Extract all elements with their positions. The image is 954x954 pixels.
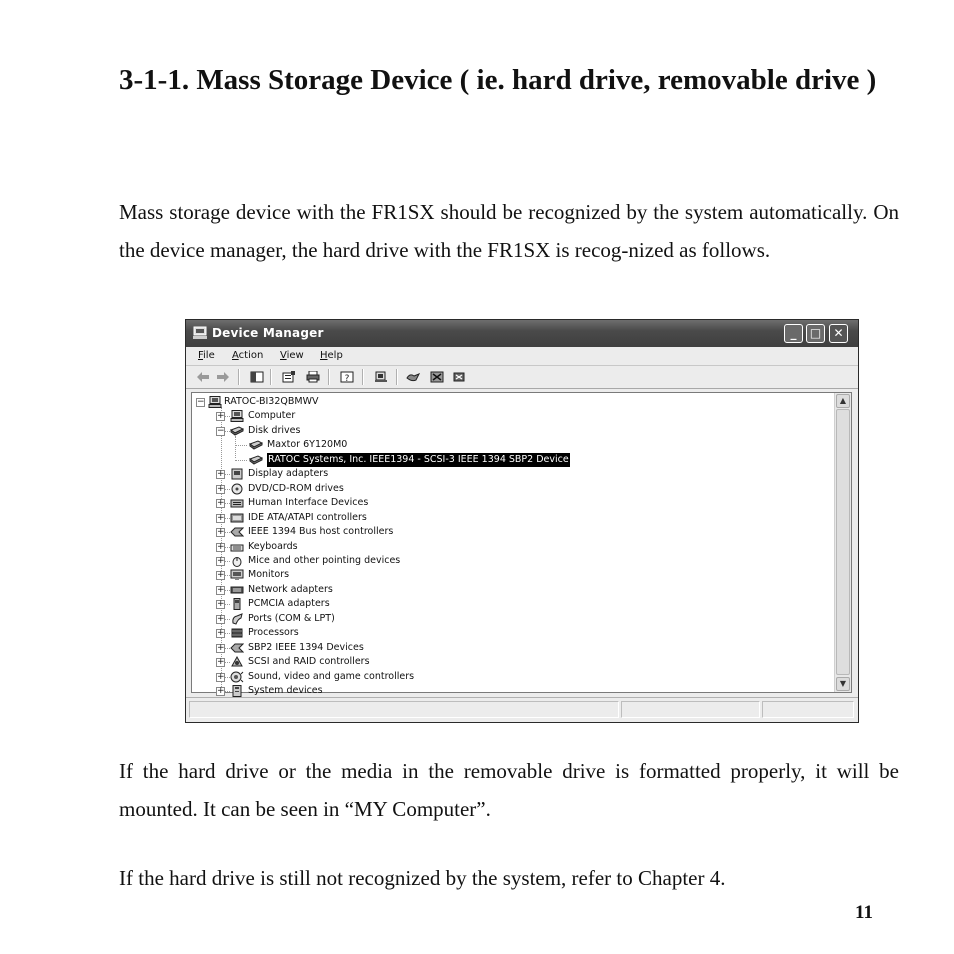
mouse-icon xyxy=(230,555,244,567)
tree-node-label: DVD/CD-ROM drives xyxy=(248,482,344,494)
expand-toggle[interactable]: + xyxy=(217,628,225,639)
status-bar xyxy=(186,697,858,723)
tree-node-label: PCMCIA adapters xyxy=(248,598,330,610)
section-heading: 3-1-1. Mass Storage Device ( ie. hard drive, removable drive ) xyxy=(119,64,877,96)
scroll-down-button[interactable]: ▼ xyxy=(836,677,850,691)
properties-icon[interactable] xyxy=(282,371,296,383)
disk-drive-icon xyxy=(230,425,244,437)
tree-node-ports[interactable] xyxy=(192,612,832,626)
uninstall-device-icon[interactable] xyxy=(452,371,466,383)
toolbar-separator xyxy=(270,369,272,385)
tree-node-label: SBP2 IEEE 1394 Devices xyxy=(248,641,364,653)
expand-toggle[interactable]: + xyxy=(217,498,225,509)
menu-help-label: elp xyxy=(327,350,343,361)
status-cell xyxy=(762,701,854,718)
mount-paragraph: If the hard drive or the media in the removable drive is formatted properly, it will be mounted. It can be seen in “MY Computer”. xyxy=(119,759,899,821)
collapse-toggle[interactable]: − xyxy=(217,425,225,436)
expand-toggle[interactable]: + xyxy=(217,642,225,653)
monitor-icon xyxy=(230,569,244,581)
scsi-icon xyxy=(230,656,244,668)
intro-paragraph: Mass storage device with the FR1SX should be recognized by the system automatically. On the device manager, the hard drive with the FR1SX is recog-nized as follows. xyxy=(119,200,899,262)
expand-toggle[interactable]: + xyxy=(217,613,225,624)
forward-arrow-icon[interactable] xyxy=(216,371,230,383)
ide-controller-icon xyxy=(230,512,244,524)
svg-text:?: ? xyxy=(344,374,350,383)
tree-node-label: SCSI and RAID controllers xyxy=(248,656,370,668)
menu-file-accel: F xyxy=(198,350,204,361)
expand-toggle[interactable]: + xyxy=(217,469,225,480)
tree-node-label: Network adapters xyxy=(248,583,333,595)
close-button[interactable]: ✕ xyxy=(829,324,848,343)
tree-connector xyxy=(235,445,247,446)
maximize-button[interactable]: □ xyxy=(806,324,825,343)
menu-file[interactable] xyxy=(198,350,215,361)
help-icon[interactable] xyxy=(340,371,354,383)
tree-node-processors[interactable] xyxy=(192,626,832,640)
menu-bar xyxy=(186,347,858,365)
page-number: 11 xyxy=(855,902,873,923)
system-devices-icon xyxy=(230,685,244,697)
toolbar-separator xyxy=(328,369,330,385)
menu-action-label: ction xyxy=(238,350,264,361)
expand-toggle[interactable]: + xyxy=(217,570,225,581)
update-driver-icon[interactable] xyxy=(406,371,420,383)
troubleshoot-paragraph: If the hard drive is still not recognized by the system, refer to Chapter 4. xyxy=(119,866,726,890)
tree-node-label: Monitors xyxy=(248,569,290,581)
show-hide-tree-icon[interactable] xyxy=(250,371,264,383)
expand-toggle[interactable]: + xyxy=(217,541,225,552)
keyboard-icon xyxy=(230,541,244,553)
tree-node-system[interactable] xyxy=(192,684,832,698)
tree-node-mice[interactable] xyxy=(192,554,832,568)
bus-controller-icon xyxy=(230,526,244,538)
minimize-button[interactable]: _ xyxy=(784,324,803,343)
expand-toggle[interactable]: + xyxy=(217,411,225,422)
tree-node-ratoc-device[interactable] xyxy=(192,453,832,467)
title-bar[interactable] xyxy=(186,320,858,347)
tree-node-ieee1394-bus[interactable] xyxy=(192,525,832,539)
status-cell xyxy=(621,701,760,718)
computer-icon xyxy=(208,396,222,408)
device-manager-window xyxy=(185,319,859,723)
tree-node-label: IEEE 1394 Bus host controllers xyxy=(248,526,394,538)
tree-node-keyboards[interactable] xyxy=(192,540,832,554)
tree-node-label: Processors xyxy=(248,627,299,639)
tree-node-sound[interactable] xyxy=(192,670,832,684)
scroll-up-button[interactable]: ▲ xyxy=(836,394,850,408)
display-adapter-icon xyxy=(230,468,244,480)
toolbar-separator xyxy=(362,369,364,385)
sound-icon xyxy=(230,671,244,683)
menu-view-accel: V xyxy=(280,350,287,361)
cd-rom-icon xyxy=(230,483,244,495)
tree-node-label: Human Interface Devices xyxy=(248,497,369,509)
tree-node-label: Ports (COM & LPT) xyxy=(248,612,335,624)
expand-toggle[interactable]: + xyxy=(217,671,225,682)
scroll-thumb[interactable] xyxy=(836,409,850,675)
tree-node-label: Maxtor 6Y120M0 xyxy=(267,439,348,451)
tree-root[interactable] xyxy=(192,395,832,409)
tree-node-pcmcia[interactable] xyxy=(192,597,832,611)
menu-action-accel: A xyxy=(232,350,239,361)
tree-connector xyxy=(235,460,247,461)
disk-drive-icon xyxy=(249,439,263,451)
collapse-toggle[interactable]: − xyxy=(197,397,205,407)
disable-device-icon[interactable] xyxy=(430,371,444,383)
expand-toggle[interactable]: + xyxy=(217,555,225,566)
port-icon xyxy=(230,613,244,625)
computer-icon xyxy=(192,326,208,340)
tree-node-label: Display adapters xyxy=(248,468,329,480)
expand-toggle[interactable]: + xyxy=(217,599,225,610)
tree-node-display-adapters[interactable] xyxy=(192,467,832,481)
tree-node-label: Keyboards xyxy=(248,540,298,552)
tree-node-label: IDE ATA/ATAPI controllers xyxy=(248,511,367,523)
expand-toggle[interactable]: + xyxy=(217,657,225,668)
pcmcia-icon xyxy=(230,598,244,610)
toolbar-separator xyxy=(238,369,240,385)
menu-action[interactable] xyxy=(232,350,263,361)
toolbar xyxy=(186,365,858,389)
menu-view[interactable] xyxy=(280,350,304,361)
tree-node-network[interactable] xyxy=(192,583,832,597)
expand-toggle[interactable]: + xyxy=(217,527,225,538)
hid-icon xyxy=(230,497,244,509)
tree-node-computer[interactable] xyxy=(192,409,832,423)
toolbar-separator xyxy=(396,369,398,385)
tree-node-label: Disk drives xyxy=(248,424,301,436)
tree-node-label: RATOC Systems, Inc. IEEE1394 - SCSI-3 IEEE 1394 SBP2 Device xyxy=(268,453,569,465)
menu-view-label: iew xyxy=(286,350,304,361)
expand-toggle[interactable]: + xyxy=(217,686,225,696)
tree-node-label: System devices xyxy=(248,685,323,696)
bus-controller-icon xyxy=(230,642,244,654)
tree-node-label: Computer xyxy=(248,410,296,422)
device-tree[interactable] xyxy=(191,392,852,696)
tree-node-label: Mice and other pointing devices xyxy=(248,554,401,566)
menu-file-label: ile xyxy=(203,350,215,361)
tree-node-ide[interactable] xyxy=(192,511,832,525)
network-adapter-icon xyxy=(230,584,244,596)
scan-hardware-icon[interactable] xyxy=(374,371,388,383)
window-title: Device Manager xyxy=(212,326,324,340)
menu-help-accel: H xyxy=(320,350,328,361)
tree-node-disk-drives[interactable] xyxy=(192,424,832,438)
tree-node-maxtor[interactable] xyxy=(192,438,832,452)
menu-help[interactable] xyxy=(320,350,343,361)
expand-toggle[interactable]: + xyxy=(217,584,225,595)
processor-icon xyxy=(230,627,244,639)
expand-toggle[interactable]: + xyxy=(217,483,225,494)
tree-node-dvd-cd-rom[interactable] xyxy=(192,482,832,496)
computer-icon xyxy=(230,410,244,422)
print-icon[interactable] xyxy=(306,371,320,383)
tree-node-label: RATOC-BI32QBMWV xyxy=(224,396,319,407)
tree-node-scsi[interactable] xyxy=(192,655,832,669)
back-arrow-icon[interactable] xyxy=(196,371,210,383)
tree-node-hid[interactable] xyxy=(192,496,832,510)
vertical-scrollbar[interactable] xyxy=(834,393,851,692)
disk-drive-icon xyxy=(249,454,263,466)
tree-node-sbp2[interactable] xyxy=(192,641,832,655)
tree-node-monitors[interactable] xyxy=(192,568,832,582)
tree-node-label: Sound, video and game controllers xyxy=(248,670,415,682)
expand-toggle[interactable]: + xyxy=(217,512,225,523)
status-cell xyxy=(189,701,619,718)
